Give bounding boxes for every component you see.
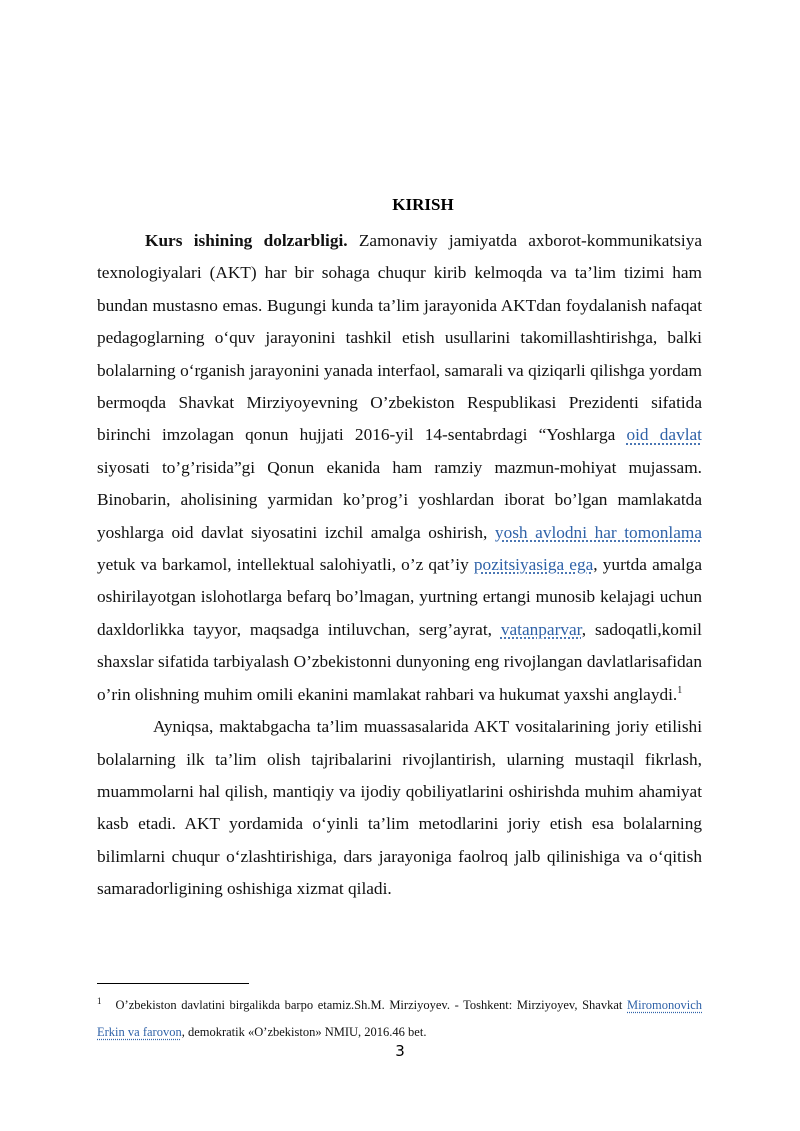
paragraph-relevance bbox=[97, 225, 702, 711]
paragraph-lead: Kurs ishining dolzarbligi. bbox=[145, 231, 348, 250]
hyperlink-footnote[interactable]: Miromonovich Erkin va farovon bbox=[97, 998, 702, 1040]
footnote-text: , demokratik «O’zbekiston» NMIU, 2016.46 bet. bbox=[181, 1025, 427, 1040]
text-run: , sadoqatli,komil shaxslar sifatida tarbiyalash O’zbekistonni dunyoning eng rivojlangan davlatlarisafidan o’rin olishning muhim omili ekanini mamlakat rahbari va hukumat yaxshi anglaydi. bbox=[97, 619, 702, 704]
footnote-text: O’zbekiston davlatini birgalikda barpo etamiz.Sh.M. Mirziyoyev. - Toshkent: Mirziyoyev, Shavkat bbox=[115, 998, 627, 1013]
text-run: yetuk va barkamol, intellektual salohiyatli, o’z qat’iy bbox=[97, 555, 474, 575]
footnote-divider bbox=[97, 983, 249, 984]
text-run: , yurtda amalga oshirilayotgan islohotlarga befarq bo’lmagan, yurtning ertangi munosib kelajagi uchun daxldorlikka tayyor, maqsadga intiluvchan, serg’ayrat, bbox=[97, 555, 702, 639]
body-text bbox=[97, 225, 702, 906]
footnote-reference[interactable]: 1 bbox=[677, 684, 683, 696]
paragraph-ict: Ayniqsa, maktabgacha ta’lim muassasalarida AKT vositalarining joriy etilishi bolalarning ilk ta’lim olish tajribalarini rivojlantirish, ularning mustaqil fikrlash, muammolarni hal qilish, mantiqiy va ijodiy qobiliyatlarini oshirishda muhim ahamiyat kasb etadi. AKT yordamida o‘yinli ta’lim metodlarini joriy etish esa bolalarning bilimlarni chuqur o‘zlashtirishiga, dars jarayoniga faolroq jalb qilinishiga va o‘qitish samaradorligining oshishiga xizmat qiladi. bbox=[97, 717, 702, 899]
text-run: Zamonaviy jamiyatda axborot-kommunikatsiya texnologiyalari (AKT) har bir sohaga chuqur kirib kelmoqda va ta’lim tizimi ham bundan mustasno emas. Bugungi kunda ta’lim jarayonida AKTdan foydalanish nafaqat pedagoglarning o‘quv jarayonini tashkil etish usullarini takomillashtirishga, balki bolalarning o‘rganish jarayonini yanada interfaol, samarali va qiziqarli qilishga yordam bermoqda Shavkat Mirziyoyevning O’zbekiston Respublikasi Prezidenti sifatida birinchi imzolagan qonun hujjati 2016-yil 14-sentabrdagi “Yoshlarga bbox=[97, 231, 703, 445]
hyperlink-vatanparvar[interactable]: vatanparvar bbox=[500, 619, 582, 639]
text-run: siyosati to’g’risida”gi Qonun ekanida ham ramziy mazmun-mohiyat mujassam. Binobarin, aholisining yarmidan ko’prog’i yoshlardan iborat bo’lgan mamlakatda yoshlarga oid davlat siyosatini izchil amalga oshirish, bbox=[97, 457, 702, 542]
section-heading: KIRISH bbox=[392, 195, 454, 214]
hyperlink-yosh-avlodni[interactable]: yosh avlodni har tomonlama bbox=[494, 522, 702, 542]
page-number: 3 bbox=[395, 1042, 405, 1060]
footnote bbox=[97, 988, 702, 1046]
hyperlink-oid-davlat[interactable]: oid davlat bbox=[626, 425, 702, 445]
hyperlink-pozitsiyasiga-ega[interactable]: pozitsiyasiga ega bbox=[473, 555, 594, 575]
footnote-mark: 1 bbox=[97, 996, 102, 1006]
